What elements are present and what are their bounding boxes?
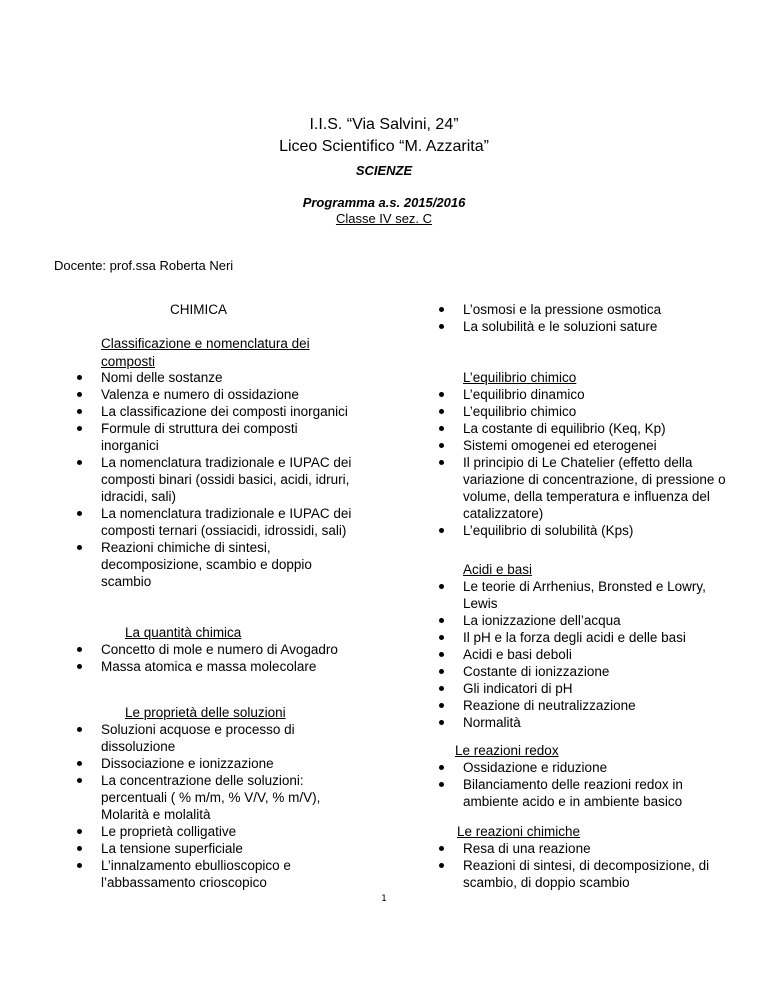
section-list xyxy=(436,578,736,731)
section-title-text: Le reazioni chimiche xyxy=(457,824,581,839)
section-list xyxy=(436,759,736,810)
list-item: Resa di una reazione xyxy=(436,840,736,857)
list-item: L’equilibrio chimico xyxy=(436,403,736,420)
class-label: Classe IV sez. C xyxy=(335,211,433,226)
list-item: Costante di ionizzazione xyxy=(436,663,736,680)
school-subtitle: Liceo Scientifico “M. Azzarita” xyxy=(279,138,489,155)
list-item: Massa atomica e massa molecolare xyxy=(74,658,354,675)
list-item: Le teorie di Arrhenius, Bronsted e Lowry, Lewis xyxy=(436,578,736,612)
list-item: Reazioni di sintesi, di decomposizione, di scambio, di doppio scambio xyxy=(436,857,736,891)
section-title-text: Acidi e basi xyxy=(463,562,533,577)
list-item: Il principio di Le Chatelier (effetto della variazione di concentrazione, di pressione o volume, della temperatura e influenza del catalizzatore) xyxy=(436,454,736,522)
section-list xyxy=(74,369,354,590)
list-item: L’equilibrio di solubilità (Kps) xyxy=(436,522,736,539)
list-item: Nomi delle sostanze xyxy=(74,369,354,386)
list-item: Bilanciamento delle reazioni redox in ambiente acido e in ambiente basico xyxy=(436,776,736,810)
list-item: Gli indicatori di pH xyxy=(436,680,736,697)
list-item: La solubilità e le soluzioni sature xyxy=(436,318,736,335)
section-list xyxy=(436,386,736,539)
list-item: Concetto di mole e numero di Avogadro xyxy=(74,641,354,658)
list-item: Acidi e basi deboli xyxy=(436,646,736,663)
list-item: La nomenclatura tradizionale e IUPAC dei composti binari (ossidi basici, acidi, idruri, idracidi, sali) xyxy=(74,454,354,505)
list-item: Reazioni chimiche di sintesi, decomposizione, scambio e doppio scambio xyxy=(74,539,354,590)
section-title xyxy=(125,704,355,722)
section-title xyxy=(101,335,351,371)
list-item: Reazione di neutralizzazione xyxy=(436,697,736,714)
list-item: La classificazione dei composti inorganici xyxy=(74,403,354,420)
subject-title: SCIENZE xyxy=(355,163,413,178)
section-title xyxy=(455,742,735,760)
section-title-text: L’equilibrio chimico xyxy=(463,370,577,385)
list-item: Il pH e la forza degli acidi e delle basi xyxy=(436,629,736,646)
list-item: Sistemi omogenei ed eterogenei xyxy=(436,437,736,454)
list-item: Normalità xyxy=(436,714,736,731)
list-item: Dissociazione e ionizzazione xyxy=(74,755,359,772)
section-list xyxy=(74,641,354,675)
section-title-text: Le proprietà delle soluzioni xyxy=(125,705,286,720)
section-title-text: Le reazioni redox xyxy=(455,743,559,758)
list-item: La costante di equilibrio (Keq, Kp) xyxy=(436,420,736,437)
section-list xyxy=(74,721,359,891)
section-title xyxy=(463,369,733,387)
school-name: I.I.S. “Via Salvini, 24” xyxy=(309,116,459,133)
section-title xyxy=(125,624,355,642)
list-item: La concentrazione delle soluzioni: percentuali ( % m/m, % V/V, % m/V), Molarità e molalità xyxy=(74,772,359,823)
page-number: 1 xyxy=(381,894,387,904)
list-item: Le proprietà colligative xyxy=(74,823,359,840)
chemistry-heading: CHIMICA xyxy=(170,302,227,317)
list-item: L’osmosi e la pressione osmotica xyxy=(436,301,736,318)
section-title-text: La quantità chimica xyxy=(125,625,242,640)
section-list xyxy=(436,840,736,891)
list-item: La ionizzazione dell’acqua xyxy=(436,612,736,629)
list-item: L’equilibrio dinamico xyxy=(436,386,736,403)
list-item: L’innalzamento ebullioscopico e l’abbassamento crioscopico xyxy=(74,857,359,891)
list-item: Ossidazione e riduzione xyxy=(436,759,736,776)
program-year: Programma a.s. 2015/2016 xyxy=(302,195,466,210)
section-title xyxy=(463,561,733,579)
list-item: Soluzioni acquose e processo di dissoluzione xyxy=(74,721,359,755)
list-item: Formule di struttura dei composti inorganici xyxy=(74,420,354,454)
list-item: La tensione superficiale xyxy=(74,840,359,857)
list-item: Valenza e numero di ossidazione xyxy=(74,386,354,403)
section-title-text: Classificazione e nomenclatura dei composti xyxy=(101,336,310,369)
list-item: La nomenclatura tradizionale e IUPAC dei composti ternari (ossiacidi, idrossidi, sali) xyxy=(74,505,354,539)
teacher-line: Docente: prof.ssa Roberta Neri xyxy=(54,258,234,273)
section-title xyxy=(457,823,737,841)
intro-list xyxy=(436,301,736,335)
